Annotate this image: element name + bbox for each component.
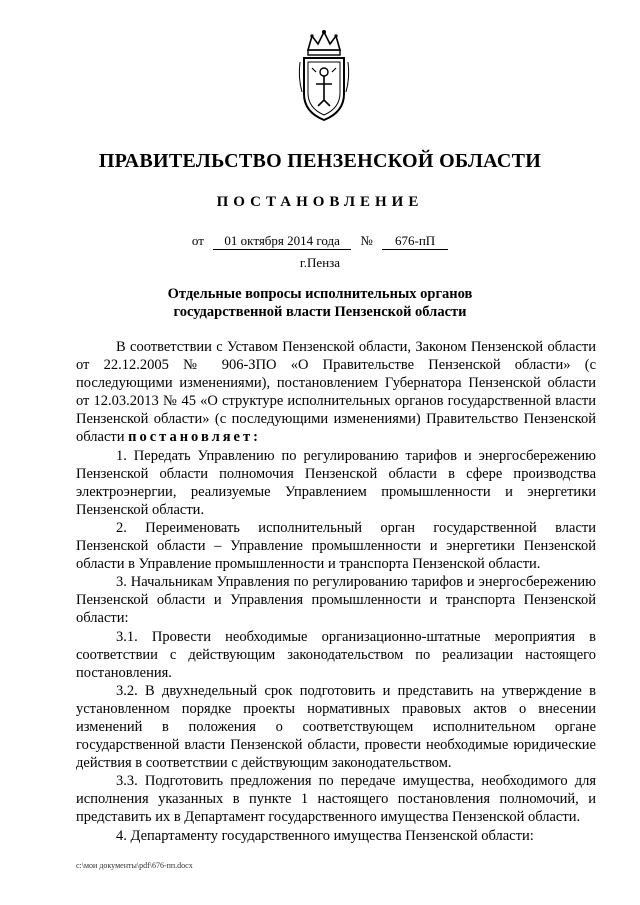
item-3-3: 3.3. Подготовить предложения по передаче имущества, необходимого для исполнения указанных в пункте 1 настоящего постановления полномочий, и представить их в Департамент государственного имущества Пензенской области. bbox=[76, 773, 596, 826]
item-3-1: 3.1. Провести необходимые организационно-штатные мероприятия в соответствии с действующим законодательством по реализации настоящего постановления. bbox=[76, 628, 596, 681]
decree-title bbox=[120, 285, 520, 321]
preamble-text: В соответствии с Уставом Пензенской области, Законом Пензенской области от 22.12.2005 № 906-ЗПО «О Правительстве Пензенской области» (с последующими изменениями), постановлением Губернатора Пензенской области от 12.03.2013 № 45 «О структуре исполнительных органов государственной власти Пензенской области» (с последующими изменениями) Правительство Пензенской области bbox=[76, 339, 596, 446]
item-3-2: 3.2. В двухнедельный срок подготовить и представить на утверждение в установленном порядке проекты нормативных правовых актов о внесении изменений в положения о соответствующем исполнительном органе государственной власти Пензенской области, провести необходимые юридические действия в соответствии с действующим законодательством. bbox=[76, 682, 596, 772]
item-4: 4. Департаменту государственного имущества Пензенской области: bbox=[116, 827, 534, 844]
coat-of-arms-icon bbox=[296, 28, 352, 124]
number-label: № bbox=[360, 233, 373, 248]
file-path-footer: c:\мои документы\pdf\676-пп.docx bbox=[76, 861, 193, 870]
preamble-paragraph bbox=[76, 338, 596, 447]
decree-date: 01 октября 2014 года bbox=[213, 233, 351, 250]
government-name: ПРАВИТЕЛЬСТВО ПЕНЗЕНСКОЙ ОБЛАСТИ bbox=[98, 150, 542, 172]
decree-word: постановляет: bbox=[128, 429, 261, 446]
item-1: 1. Передать Управлению по регулированию тарифов и энергосбережению Пензенской области полномочия Пензенской области в сфере производства электроэнергии, реализуемые Управлением промышленности и энергетики Пензенской области. bbox=[76, 447, 596, 518]
item-3: 3. Начальникам Управления по регулированию тарифов и энергосбережению Пензенской области и Управления промышленности и транспорта Пензенской области: bbox=[76, 574, 596, 627]
decree-title-line-2: государственной власти Пензенской области bbox=[173, 304, 467, 320]
from-label: от bbox=[191, 233, 204, 248]
decree-title-line-1: Отдельные вопросы исполнительных органов bbox=[167, 286, 473, 302]
city: г.Пенза bbox=[299, 255, 341, 270]
decree-number: 676-пП bbox=[382, 233, 448, 250]
document-type: ПОСТАНОВЛЕНИЕ bbox=[216, 194, 424, 210]
date-number-line bbox=[0, 233, 640, 250]
decree-body bbox=[76, 338, 596, 845]
item-2: 2. Переименовать исполнительный орган государственной власти Пензенской области – Управление промышленности и энергетики Пензенской области в Управление промышленности и транспорта Пензенской области. bbox=[76, 519, 596, 573]
